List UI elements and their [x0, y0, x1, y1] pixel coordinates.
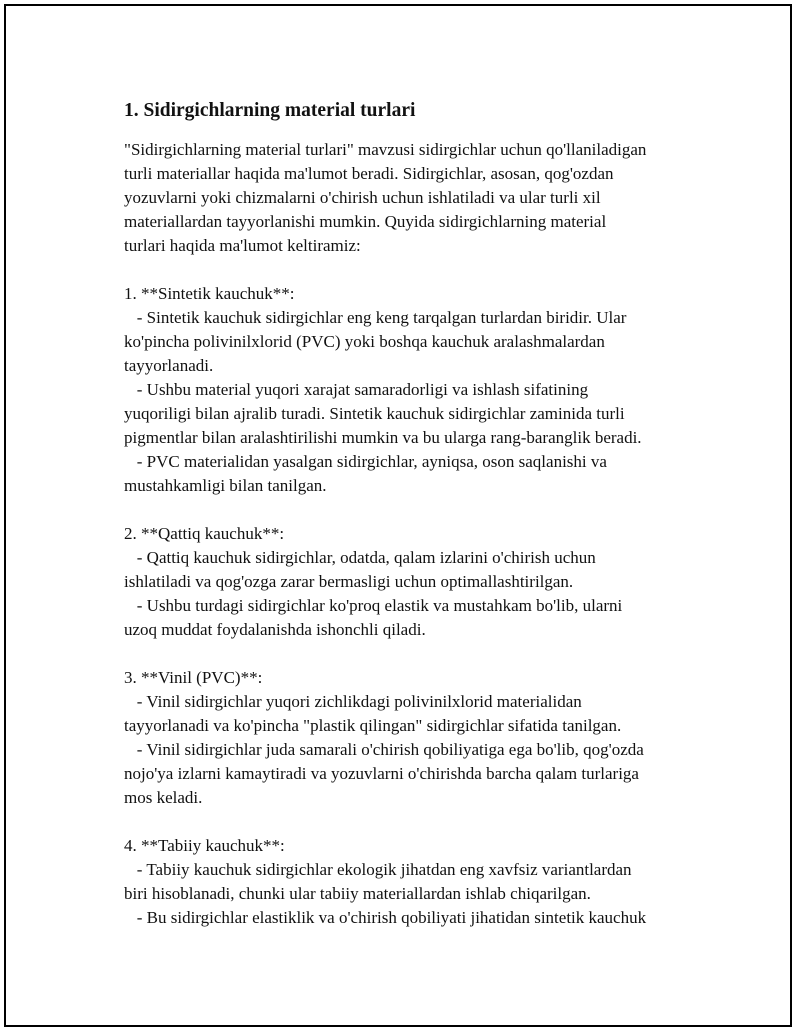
text-line: mos keladi.	[124, 788, 203, 807]
blank-line	[124, 810, 704, 834]
text-line: - PVC materialidan yasalgan sidirgichlar, ayniqsa, oson saqlanishi va	[124, 452, 607, 471]
document-body	[124, 98, 704, 930]
text-line: - Vinil sidirgichlar juda samarali o'chirish qobiliyatiga ega bo'lib, qog'ozda	[124, 740, 644, 759]
list-item-title: 4. **Tabiiy kauchuk**:	[124, 836, 285, 855]
text-line: yozuvlarni yoki chizmalarni o'chirish uchun ishlatiladi va ular turli xil	[124, 188, 601, 207]
text-line: tayyorlanadi.	[124, 356, 214, 375]
blank-line	[124, 498, 704, 522]
text-line: biri hisoblanadi, chunki ular tabiiy materiallardan ishlab chiqarilgan.	[124, 884, 591, 903]
text-line: - Tabiiy kauchuk sidirgichlar ekologik jihatdan eng xavfsiz variantlardan	[124, 860, 632, 879]
text-line: - Sintetik kauchuk sidirgichlar eng keng tarqalgan turlardan biridir. Ular	[124, 308, 627, 327]
text-line: nojo'ya izlarni kamaytiradi va yozuvlarni o'chirishda barcha qalam turlariga	[124, 764, 639, 783]
section-heading: 1. Sidirgichlarning material turlari	[124, 100, 416, 121]
text-line: "Sidirgichlarning material turlari" mavzusi sidirgichlar uchun qo'llaniladigan	[124, 140, 647, 159]
page-frame	[4, 4, 792, 1027]
blank-line	[124, 258, 704, 282]
text-line: turli materiallar haqida ma'lumot beradi. Sidirgichlar, asosan, qog'ozdan	[124, 164, 614, 183]
text-line: mustahkamligi bilan tanilgan.	[124, 476, 327, 495]
list-item-title: 3. **Vinil (PVC)**:	[124, 668, 263, 687]
text-line: materiallardan tayyorlanishi mumkin. Quyida sidirgichlarning material	[124, 212, 607, 231]
text-line: ishlatiladi va qog'ozga zarar bermasligi uchun optimallashtirilgan.	[124, 572, 574, 591]
text-line: - Qattiq kauchuk sidirgichlar, odatda, qalam izlarini o'chirish uchun	[124, 548, 596, 567]
blank-line	[124, 642, 704, 666]
text-line: ko'pincha polivinilxlorid (PVC) yoki boshqa kauchuk aralashmalardan	[124, 332, 605, 351]
list-item-title: 2. **Qattiq kauchuk**:	[124, 524, 285, 543]
text-line: yuqoriligi bilan ajralib turadi. Sintetik kauchuk sidirgichlar zaminida turli	[124, 404, 625, 423]
list-item-title: 1. **Sintetik kauchuk**:	[124, 284, 295, 303]
document-text	[124, 138, 704, 930]
text-line: - Ushbu turdagi sidirgichlar ko'proq elastik va mustahkam bo'lib, ularni	[124, 596, 623, 615]
text-line: turlari haqida ma'lumot keltiramiz:	[124, 236, 361, 255]
text-line: - Vinil sidirgichlar yuqori zichlikdagi polivinilxlorid materialidan	[124, 692, 582, 711]
text-line: pigmentlar bilan aralashtirilishi mumkin va bu ularga rang-baranglik beradi.	[124, 428, 642, 447]
text-line: uzoq muddat foydalanishda ishonchli qiladi.	[124, 620, 426, 639]
text-line: - Bu sidirgichlar elastiklik va o'chirish qobiliyati jihatidan sintetik kauchuk	[124, 908, 647, 927]
text-line: - Ushbu material yuqori xarajat samaradorligi va ishlash sifatining	[124, 380, 589, 399]
text-line: tayyorlanadi va ko'pincha "plastik qilingan" sidirgichlar sifatida tanilgan.	[124, 716, 622, 735]
